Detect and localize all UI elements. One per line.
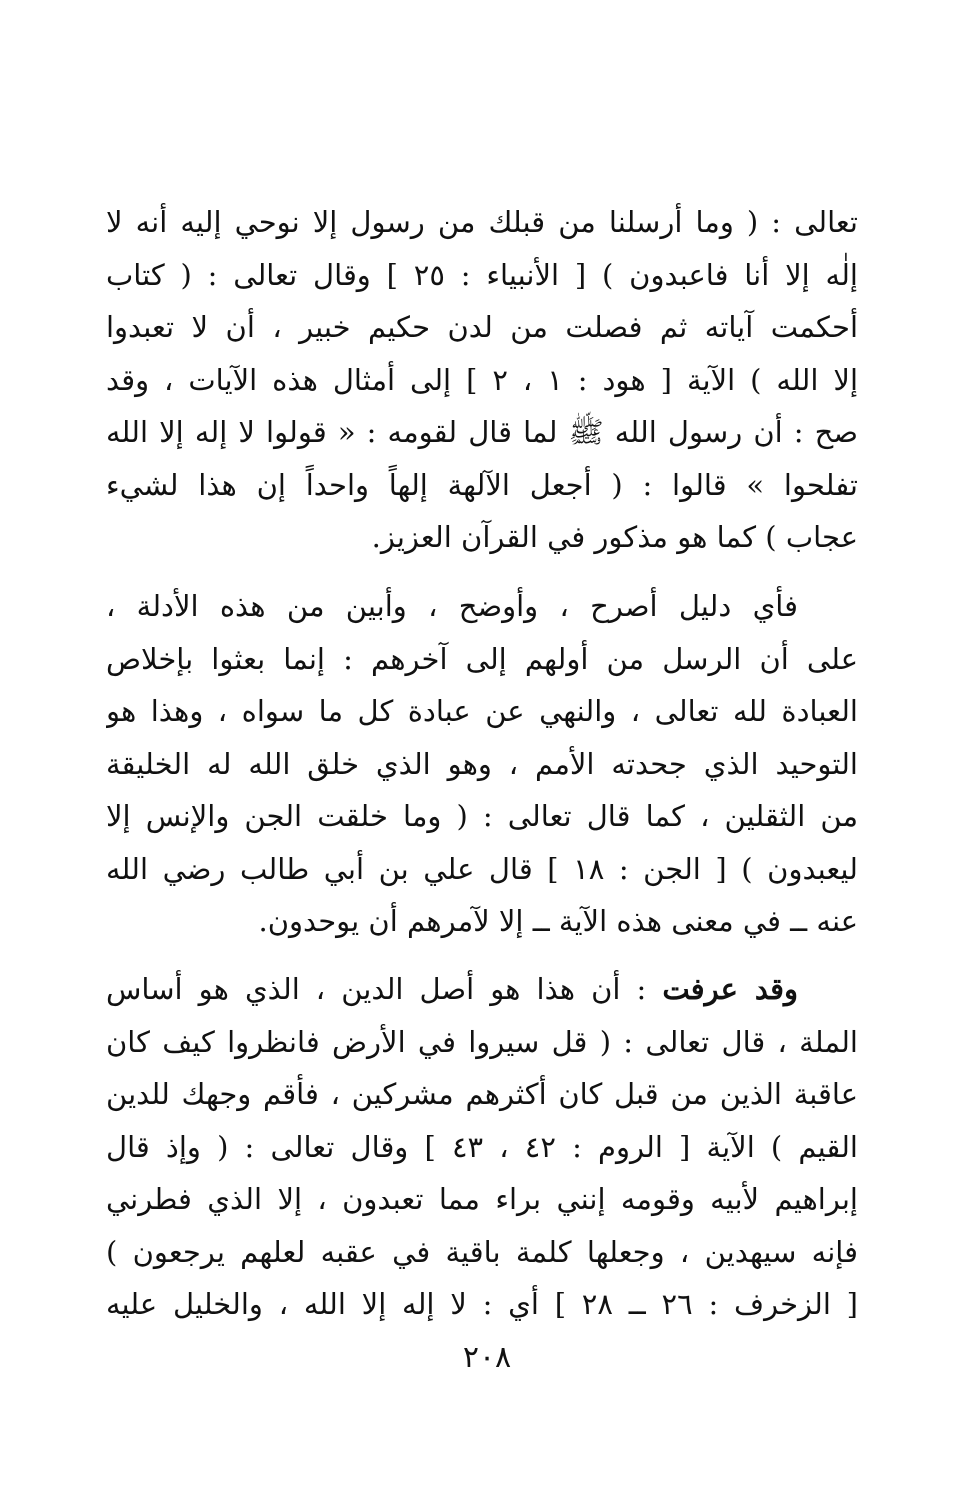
text-line: الملة ، قال تعالى : ( قل سيروا في الأرض فانظروا كيف كان: [106, 1024, 858, 1059]
paragraph-2: [106, 580, 858, 948]
text-line: تفلحوا » قالوا : ( أجعل الآلهة إلهاً واحداً إن هذا لشيء: [106, 467, 858, 502]
text-line: عجاب ) كما هو مذكور في القرآن العزيز.: [371, 520, 858, 554]
text-line: من الثقلين ، كما قال تعالى : ( وما خلقت الجن والإنس إلا: [106, 799, 858, 833]
text-line: عاقبة الذين من قبل كان أكثرهم مشركين ، فأقم وجهك للدين: [106, 1077, 858, 1111]
text-line: عنه ــ في معنى هذه الآية ــ إلا لآمرهم أن يوحدون.: [258, 904, 858, 938]
text-line: [ الزخرف : ٢٦ ــ ٢٨ ] أي : لا إله إلا الله ، والخليل عليه: [106, 1287, 858, 1321]
text-line: تعالى : ( وما أرسلنا من قبلك من رسول إلا نوحي إليه أنه لا: [106, 205, 858, 239]
text-line: إبراهيم لأبيه وقومه إنني براء مما تعبدون ، إلا الذي فطرني: [106, 1182, 858, 1216]
first-line-rest: : أن هذا هو أصل الدين ، الذي هو أساس: [106, 972, 663, 1006]
paragraph-3: [106, 963, 858, 1331]
text-line: على أن الرسل من أولهم إلى آخرهم : إنما بعثوا بإخلاص: [106, 641, 858, 676]
text-line: القيم ) الآية [ الروم : ٤٢ ، ٤٣ ] وقال تعالى : ( وإذ قال: [106, 1129, 858, 1164]
text-line: إلٰه إلا أنا فاعبدون ) [ الأنبياء : ٢٥ ] وقال تعالى : ( كتاب: [106, 257, 858, 292]
text-line: إلا الله ) الآية [ هود : ١ ، ٢ ] إلى أمثال هذه الآيات ، وقد: [106, 362, 858, 397]
paragraph-1: [106, 196, 858, 564]
text-line: ليعبدون ) [ الجن : ١٨ ] قال علي بن أبي طالب رضي الله: [106, 851, 858, 886]
text-line: التوحيد الذي جحدته الأمم ، وهو الذي خلق الله له الخليقة: [106, 746, 858, 781]
page-number: ٢٠٨: [462, 1340, 512, 1375]
text-line: فإنه سيهدين ، وجعلها كلمة باقية في عقبه لعلهم يرجعون ): [106, 1234, 858, 1269]
bold-lead-phrase: وقد عرفت: [662, 972, 798, 1006]
text-line: أحكمت آياته ثم فصلت من لدن حكيم خبير ، أن لا تعبدوا: [106, 310, 858, 344]
text-line: فأي دليل أصرح ، وأوضح ، وأبين من هذه الأدلة ،: [106, 589, 798, 623]
text-line: العبادة لله تعالى ، والنهي عن عبادة كل ما سواه ، وهذا هو: [106, 694, 858, 728]
text-line: [106, 963, 858, 1016]
text-line: صح : أن رسول الله ﷺ لما قال لقومه : « قولوا لا إله إلا الله: [106, 415, 858, 449]
